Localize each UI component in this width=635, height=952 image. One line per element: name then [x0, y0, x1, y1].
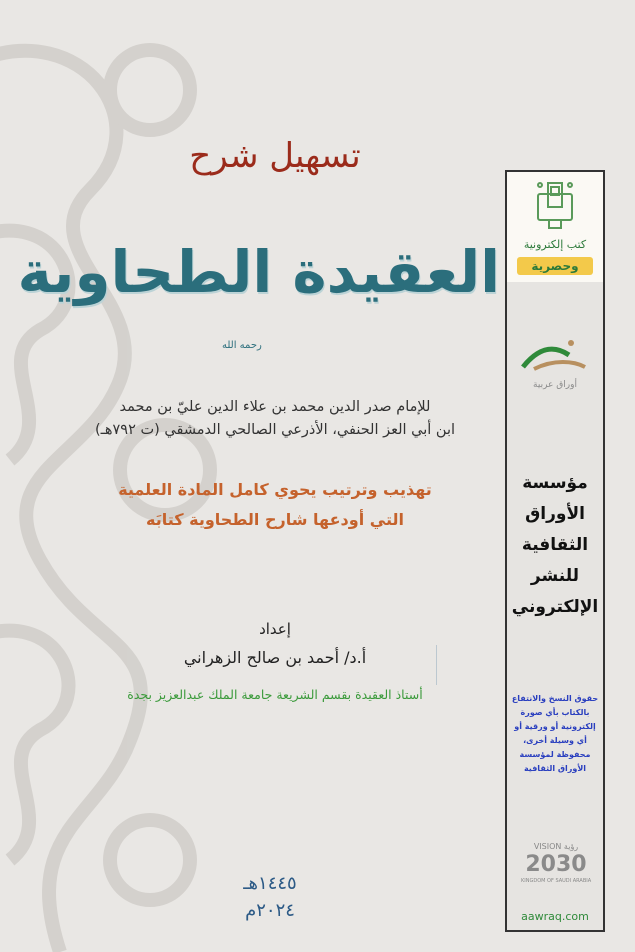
description-line-2: التي أودعها شارح الطحاوية كتابَه	[146, 510, 404, 529]
vision-sub: KINGDOM OF SAUDI ARABIA	[521, 878, 592, 884]
description-line-1: تهذيب وترتيب يحوي كامل المادة العلمية	[118, 480, 432, 499]
date-hijri: ١٤٤٥هـ	[243, 873, 297, 894]
vision-label: VISION رؤية	[533, 842, 579, 851]
honorific: رحمه الله	[222, 340, 262, 351]
exclusive-tag: وحصرية	[517, 257, 593, 275]
org-line: للنشر	[530, 566, 580, 586]
org-line: الإلكتروني	[511, 597, 599, 617]
awraq-logo-text: أوراق عربية	[533, 380, 577, 390]
pre-title: تسهيل شرح	[189, 136, 361, 176]
org-line: مؤسسة	[522, 473, 588, 493]
author-line-2: ابن أبي العز الحنفي، الأذرعي الصالحي الدمشقي (ت ٧٩٢هـ)	[94, 422, 456, 438]
ebook-device-icon	[535, 180, 575, 234]
org-line: الأوراق	[525, 504, 585, 524]
awraq-arabia-logo	[519, 337, 589, 377]
date-gregorian: ٢٠٢٤م	[245, 900, 295, 921]
org-line: الثقافية	[521, 535, 589, 555]
website-link[interactable]: aawraq.com	[521, 910, 589, 923]
vision-2030-logo	[521, 842, 591, 885]
copyright-notice: حقوق النسخ والانتفاع بالكتاب بأي صورة إلكترونية أو ورقية أو أي وسيلة أخرى، محفوظة لمؤسسة الأوراق الثقافية	[511, 694, 599, 773]
author-line-1: للإمام صدر الدين محمد بن علاء الدين عليّ بن محمد	[119, 399, 431, 415]
prepared-by-label: إعداد	[259, 620, 291, 638]
preparer-name: أ.د/ أحمد بن صالح الزهراني	[183, 648, 367, 667]
preparer-title: أستاذ العقيدة بقسم الشريعة جامعة الملك عبدالعزيز بجدة	[127, 687, 423, 702]
book-title: العقيدة الطحاوية	[17, 238, 500, 306]
publisher-band	[505, 170, 605, 932]
ebooks-section	[507, 172, 603, 282]
vision-year: 2030	[525, 852, 587, 877]
divider	[436, 645, 437, 685]
ebooks-caption: كتب إلكترونية	[523, 238, 587, 251]
